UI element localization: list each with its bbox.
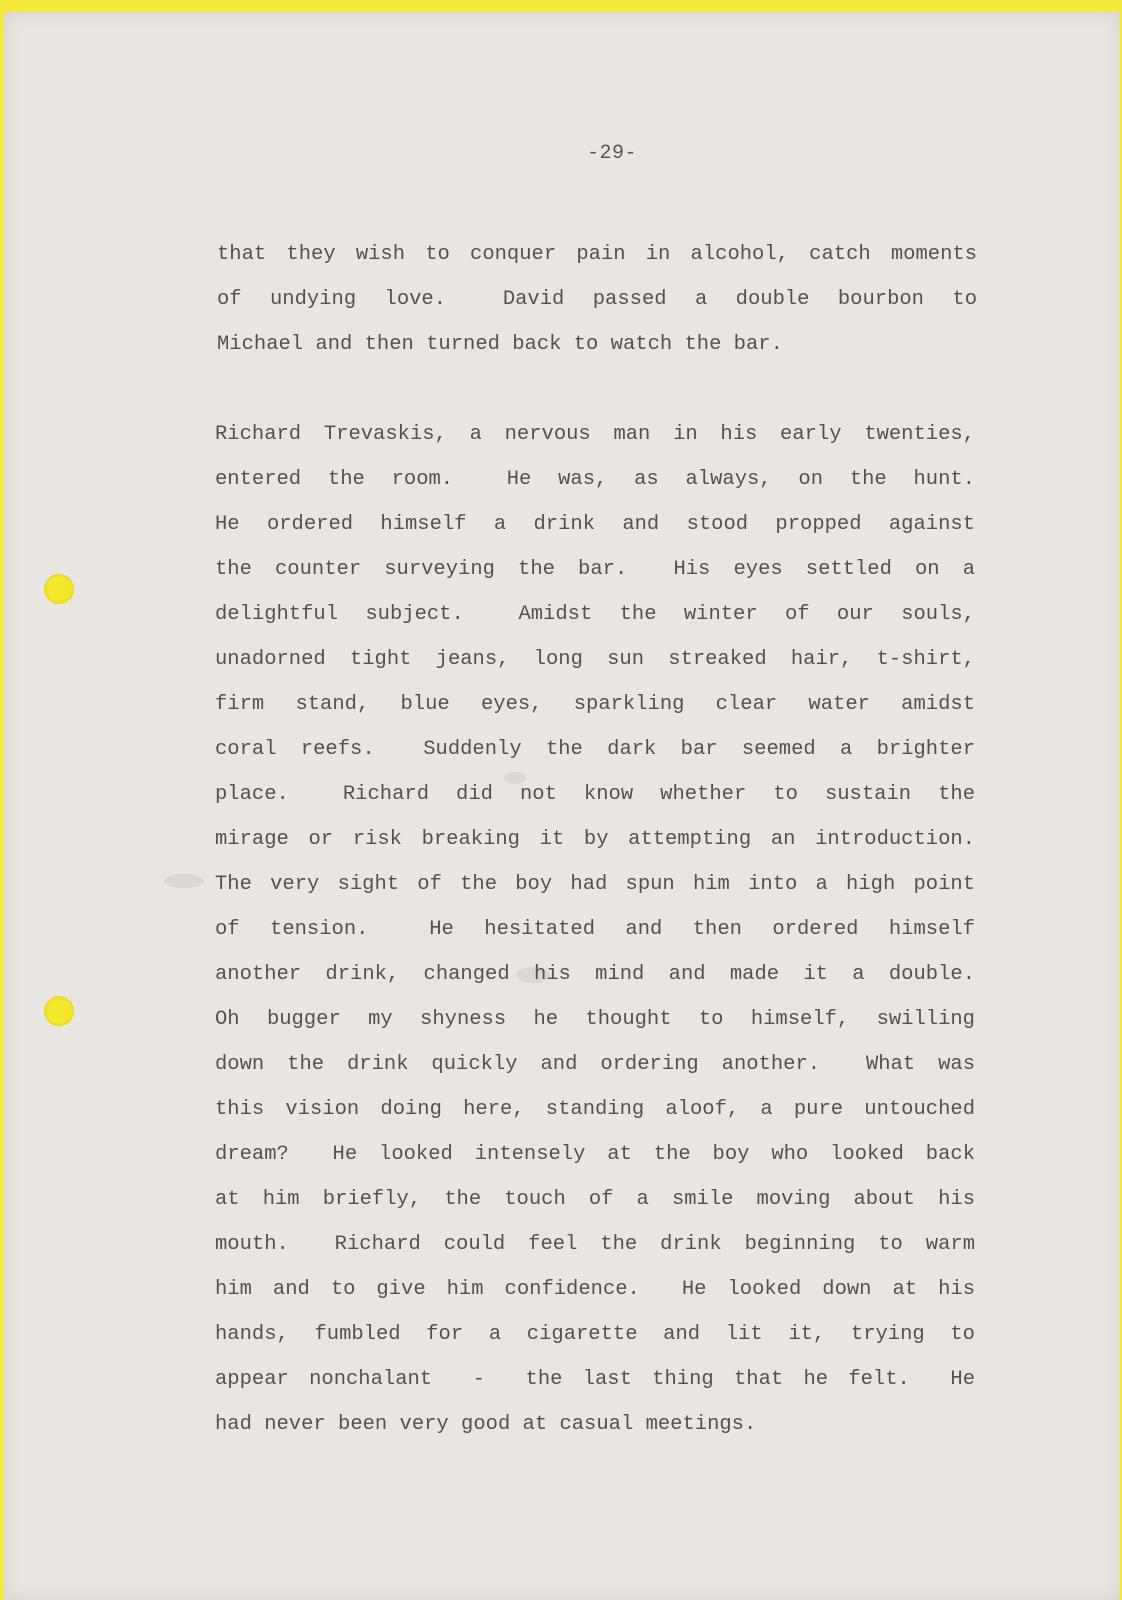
text-line: Oh bugger my shyness he thought to himself, swilling: [215, 1008, 975, 1031]
text-line: The very sight of the boy had spun him into a high point: [215, 873, 975, 896]
paragraph-1: [217, 240, 977, 375]
typewritten-page: [4, 12, 1120, 1600]
punch-hole: [44, 996, 74, 1026]
text-line: mirage or risk breaking it by attempting an introduction.: [215, 828, 975, 851]
text-line: delightful subject. Amidst the winter of our souls,: [215, 603, 975, 626]
text-line: down the drink quickly and ordering another. What was: [215, 1053, 975, 1076]
text-line: firm stand, blue eyes, sparkling clear water amidst: [215, 693, 975, 716]
text-line: the counter surveying the bar. His eyes settled on a: [215, 558, 975, 581]
paragraph-2: [215, 420, 975, 1455]
text-line: him and to give him confidence. He looked down at his: [215, 1278, 975, 1301]
text-line: He ordered himself a drink and stood propped against: [215, 513, 975, 536]
text-line: Richard Trevaskis, a nervous man in his early twenties,: [215, 423, 975, 446]
text-line: of undying love. David passed a double bourbon to: [217, 288, 977, 311]
text-line: Michael and then turned back to watch the bar.: [217, 333, 783, 356]
paper-smudge: [164, 874, 204, 888]
text-line: appear nonchalant - the last thing that he felt. He: [215, 1368, 975, 1391]
text-line: another drink, changed his mind and made it a double.: [215, 963, 975, 986]
text-line: unadorned tight jeans, long sun streaked hair, t-shirt,: [215, 648, 975, 671]
text-line: entered the room. He was, as always, on the hunt.: [215, 468, 975, 491]
text-line: mouth. Richard could feel the drink beginning to warm: [215, 1233, 975, 1256]
text-line: hands, fumbled for a cigarette and lit it, trying to: [215, 1323, 975, 1346]
text-line: that they wish to conquer pain in alcohol, catch moments: [217, 243, 977, 266]
punch-hole: [44, 574, 74, 604]
text-line: dream? He looked intensely at the boy who looked back: [215, 1143, 975, 1166]
text-line: coral reefs. Suddenly the dark bar seemed a brighter: [215, 738, 975, 761]
text-line: this vision doing here, standing aloof, a pure untouched: [215, 1098, 975, 1121]
text-line: at him briefly, the touch of a smile moving about his: [215, 1188, 975, 1211]
page-number: -29-: [586, 142, 637, 165]
text-line: had never been very good at casual meetings.: [215, 1413, 757, 1436]
text-line: of tension. He hesitated and then ordered himself: [215, 918, 975, 941]
text-line: place. Richard did not know whether to sustain the: [215, 783, 975, 806]
